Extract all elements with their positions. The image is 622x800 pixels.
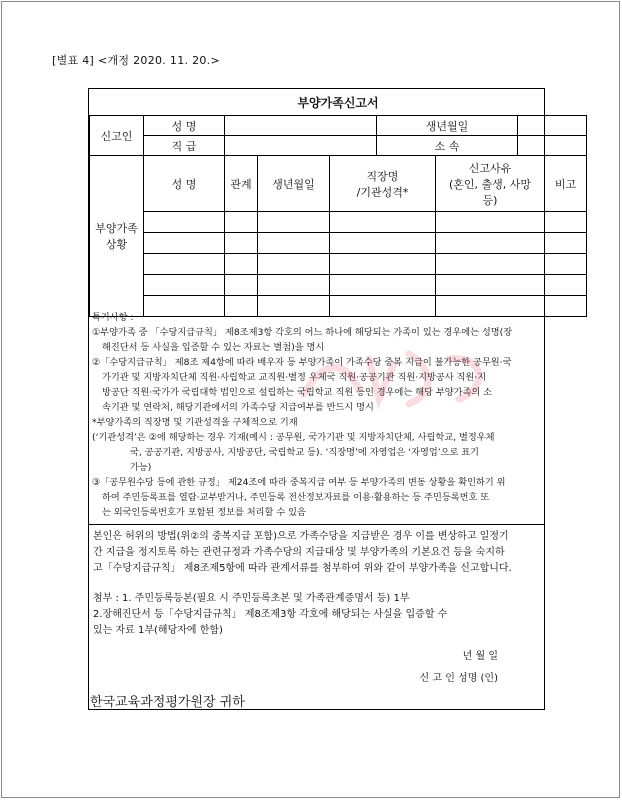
date-line: 년 월 일 — [462, 651, 498, 662]
reporter-rank-label: 직 급 — [144, 136, 225, 156]
col-birth-header: 생년월일 — [258, 156, 330, 212]
col-reason-header: 신고사유 (혼인, 출생, 사망 등) — [436, 156, 545, 212]
form-number: [별표 4] — [52, 54, 95, 67]
reporter-birth-field[interactable] — [518, 116, 587, 136]
form-table — [89, 89, 587, 317]
attachment-2: 2.장해진단서 등「수당지급규칙」 제8조제3항 각호에 해당되는 사실을 입증할 수 — [93, 609, 448, 620]
dependent-row — [90, 254, 587, 275]
col-remarks-header: 비고 — [545, 156, 587, 212]
revision-date: <개정 2020. 11. 20.> — [97, 54, 220, 67]
declaration: 본인은 허위의 방법(위②의 중복지급 포함)으로 가족수당을 지급받은 경우 이를 변상하고 일정기 간 지급을 정지토록 하는 관련규정과 가족수당의 지급대상 및 부양가족의 기본요건 등을 숙지하 고「수당지급규칙」 제8조제5항에 따라 관계서류를 첨부하여 위와 같이 부양가족을 신고합니다. 첨부 : 1. 주민등록등본(필요 시 주민등록초본 및 가족관계증명서 등) 1부 2.장해진단서 등「수당지급규칙」 제8조제3항 각호에 해당되는 사실을 입증할 수 있는 자료 1부(해당자에 한함) — [89, 525, 544, 643]
form-title: 부양가족신고서 — [90, 89, 587, 116]
dependent-row — [90, 233, 587, 254]
reporter-rank-field[interactable] — [225, 136, 377, 156]
reporter-name-label: 성 명 — [144, 116, 225, 136]
col-job-header: 직장명 /기관성격* — [330, 156, 436, 212]
reporter-birth-label: 생년월일 — [377, 116, 518, 136]
form-header — [52, 52, 220, 68]
dependent-report-form — [88, 88, 577, 710]
dependent-row — [90, 275, 587, 296]
notes-heading: 특기사항 : — [92, 312, 134, 323]
special-notes: 특기사항 : ①부양가족 중 「수당지급규칙」 제8조제3항 각호의 어느 하나에 해당되는 가족이 있는 경우에는 성명(장 해진단서 등 사실을 입증할 수 있는 자료는 별첨)을 명시 ②「수당지급규칙」 제8조 제4항에 따라 배우자 등 부양가족이 가족수당 중복 지급이 불가능한 공무원·국 가기관 및 지방자치단체 직원·사립학교 교직원·별정 우체국 직원·공공기관 직원·지방공사 직원·지 방공단 직원·국가가 국립대학 법인으로 설립하는 국립학교 직원 등인 경우에는 해당 부양가족의 소 속기관 및 연락처, 해당기관에서의 가족수당 지급여부를 반드시 명시 *부양가족의 직장명 및 기관성격을 구체적으로 기재 (‘기관성격’은 ②에 해당하는 경우 기재(예시 : 공무원, 국가기관 및 지방자치단체, 사립학교, 별정우체 국, 공공기관, 지방공사, 지방공단, 국립학교 등). ‘직장명’에 자영업은 ‘자영업’으로 표기 가능) ③「공무원수당 등에 관한 규정」 제24조에 따라 중복지급 여부 등 부양가족의 변동 상황을 확인하기 위 하여 주민등록표를 열람·교부받거나, 주민등록 전산정보자료를 이용·활용하는 등 주민등록번호 또 는 외국인등록번호가 포함된 정보를 처리할 수 있음 — [89, 308, 544, 525]
reporter-affiliation-field[interactable] — [518, 136, 587, 156]
signer-line: 신 고 인 성명 (인) — [419, 673, 498, 684]
reporter-label: 신고인 — [90, 116, 144, 156]
reporter-affiliation-label: 소 속 — [377, 136, 518, 156]
col-relation-header: 관계 — [225, 156, 258, 212]
addressee: 한국교육과정평가원장 귀하 — [90, 695, 245, 710]
attachment-1: 첨부 : 1. 주민등록등본(필요 시 주민등록초본 및 가족관계증명서 등) 1부 — [93, 593, 410, 604]
attachment-3: 있는 자료 1부(해당자에 한함) — [93, 625, 223, 636]
dependent-row — [90, 212, 587, 233]
reporter-name-field[interactable] — [225, 116, 377, 136]
col-name-header: 성 명 — [144, 156, 225, 212]
dependents-label: 부양가족 상황 — [90, 156, 144, 317]
